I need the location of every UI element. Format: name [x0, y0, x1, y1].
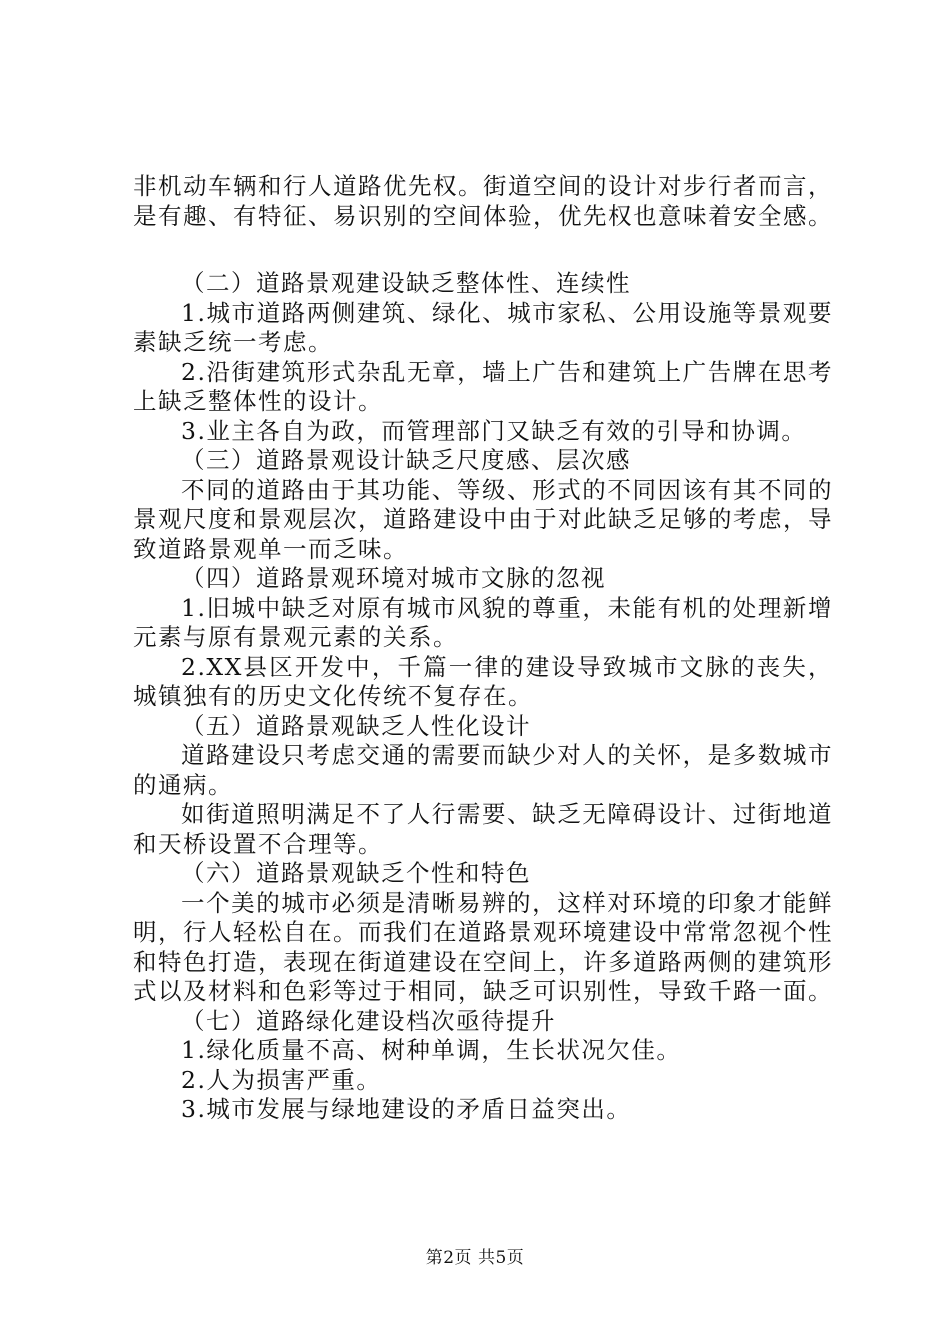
list-item: 1.城市道路两侧建筑、绿化、城市家私、公用设施等景观要素缺乏统一考虑。 — [133, 298, 833, 356]
list-item: 2.人为损害严重。 — [181, 1065, 382, 1094]
body-text — [133, 172, 833, 1125]
list-item: 1.旧城中缺乏对原有城市风貌的尊重，未能有机的处理新增元素与原有景观元素的关系。 — [133, 593, 833, 651]
paragraph: 如街道照明满足不了人行需要、缺乏无障碍设计、过街地道和天桥设置不合理等。 — [133, 800, 833, 858]
section-heading-7: （七）道路绿化建设档次亟待提升 — [181, 1006, 556, 1035]
section-heading-6: （六）道路景观缺乏个性和特色 — [181, 859, 531, 887]
list-item: 2.沿街建筑形式杂乱无章，墙上广告和建筑上广告牌在思考上缺乏整体性的设计。 — [133, 357, 833, 415]
paragraph: 道路建设只考虑交通的需要而缺少对人的关怀，是多数城市的通病。 — [133, 741, 833, 799]
list-item: 3.业主各自为政，而管理部门又缺乏有效的引导和协调。 — [181, 416, 807, 445]
list-item: 3.城市发展与绿地建设的矛盾日益突出。 — [181, 1095, 632, 1123]
section-heading-5: （五）道路景观缺乏人性化设计 — [181, 711, 531, 740]
list-item: 1.绿化质量不高、树种单调，生长状况欠佳。 — [181, 1036, 682, 1064]
paragraph-continuation: 非机动车辆和行人道路优先权。街道空间的设计对步行者而言，是有趣、有特征、易识别的空间体验，优先权也意味着安全感。 — [133, 172, 833, 230]
section-heading-4: （四）道路景观环境对城市文脉的忽视 — [181, 564, 606, 592]
section-heading-3: （三）道路景观设计缺乏尺度感、层次感 — [181, 446, 631, 474]
section-heading-2: （二）道路景观建设缺乏整体性、连续性 — [181, 269, 631, 297]
page-number-footer: 第2页 共5页 — [425, 1248, 525, 1268]
paragraph: 一个美的城市必须是清晰易辨的，这样对环境的印象才能鲜明，行人轻松自在。而我们在道路景观环境建设中常常忽视个性和特色打造，表现在街道建设在空间上，许多道路两侧的建筑形式以及材料和色彩等过于相同，缺乏可识别性，导致千路一面。 — [133, 888, 833, 1005]
list-item: 2.XX县区开发中，千篇一律的建设导致城市文脉的丧失，城镇独有的历史文化传统不复存在。 — [133, 652, 833, 710]
paragraph-gap — [133, 231, 833, 269]
paragraph: 不同的道路由于其功能、等级、形式的不同因该有其不同的景观尺度和景观层次，道路建设中由于对此缺乏足够的考虑，导致道路景观单一而乏味。 — [133, 475, 833, 563]
